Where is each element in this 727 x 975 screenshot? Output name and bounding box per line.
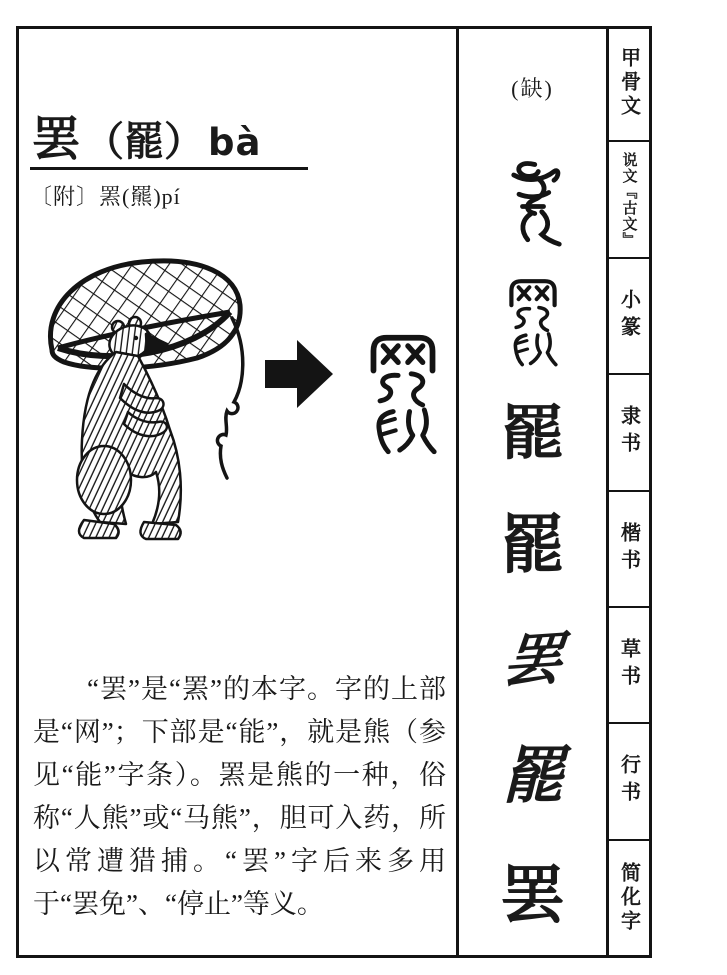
label-caoshu: 草书 bbox=[617, 638, 640, 693]
label-shuowen-guwen: 说文﹃古文﹄ bbox=[620, 151, 637, 248]
label-xingshu: 行书 bbox=[617, 754, 640, 809]
label-cell-jiaguwen bbox=[609, 26, 649, 142]
label-cell-lishu bbox=[609, 375, 649, 491]
form-kaishu: 罷 bbox=[500, 510, 565, 581]
form-xingshu: 罷 bbox=[501, 743, 564, 811]
seal-character-drawing bbox=[373, 338, 434, 452]
label-lishu: 隶书 bbox=[617, 405, 640, 460]
bear-net-illustration bbox=[32, 250, 452, 548]
definition-paragraph: “罢”是“罴”的本字。字的上部是“网”；下部是“能”，就是熊（参见“能”字条）。罴是熊的一种，俗称“人熊”或“马熊”，胆可入药，所以常遭猎捕。“罢”字后来多用于“罢免”、“停止”等义。 bbox=[33, 674, 446, 919]
arrow-icon bbox=[265, 340, 333, 408]
form-jianhuazi: 罢 bbox=[500, 860, 565, 931]
form-lishu: 罷 bbox=[500, 400, 565, 467]
label-cell-caoshu bbox=[609, 608, 649, 724]
title-underline bbox=[30, 167, 308, 170]
label-cell-shuowen-guwen bbox=[609, 142, 649, 258]
form-jiaguwen-missing: (缺) bbox=[511, 76, 554, 101]
headword: 罢 bbox=[32, 113, 81, 166]
label-cell-jianhuazi bbox=[609, 841, 649, 955]
label-jiaguwen: 甲骨文 bbox=[617, 47, 640, 120]
entry-title bbox=[32, 100, 261, 169]
script-labels-column bbox=[609, 26, 649, 955]
form-shuowen-guwen-drawing bbox=[459, 156, 606, 255]
evolution-forms-column bbox=[459, 26, 606, 955]
label-jianhuazi: 简化字 bbox=[617, 861, 640, 934]
headword-variant: （罷） bbox=[84, 119, 205, 164]
headword-pinyin: bà bbox=[208, 121, 262, 164]
label-xiaozhuan: 小篆 bbox=[617, 288, 640, 343]
label-cell-xingshu bbox=[609, 724, 649, 840]
label-kaishu: 楷书 bbox=[617, 521, 640, 576]
attachment-note: 〔附〕罴(羆)pí bbox=[30, 184, 181, 209]
label-cell-kaishu bbox=[609, 492, 649, 608]
form-xiaozhuan-drawing bbox=[459, 274, 606, 375]
form-caoshu: 罢 bbox=[499, 626, 566, 695]
label-cell-xiaozhuan bbox=[609, 259, 649, 375]
